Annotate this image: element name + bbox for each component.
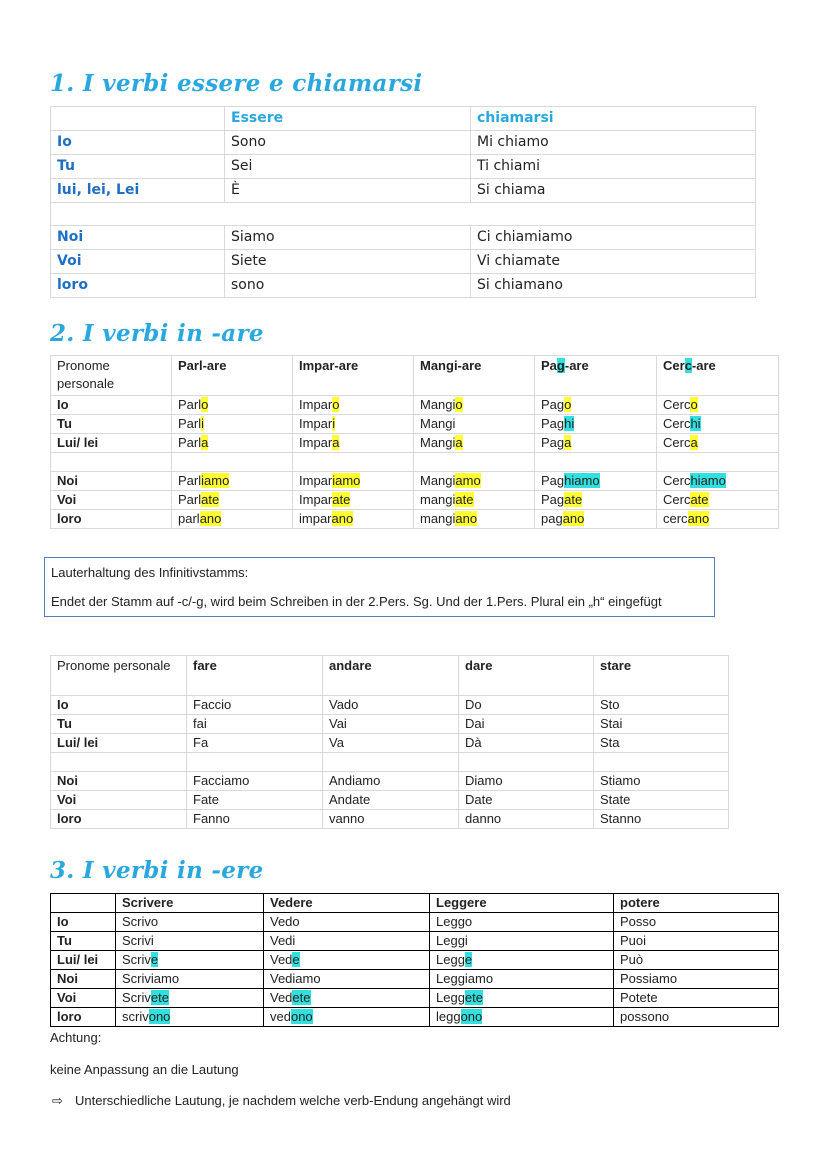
verb-stem: scriv [122, 1009, 149, 1024]
table-cell: Ti chiami [471, 155, 756, 179]
pronoun-cell [51, 753, 187, 772]
table-row [51, 1008, 779, 1027]
section-title-2: 2. I verbi in -are [50, 320, 264, 347]
table-cell [172, 453, 293, 472]
verb-cell [116, 951, 264, 970]
verb-stem: Impar [299, 473, 333, 488]
verb-stem: Legg [436, 952, 465, 967]
verb-cell [657, 510, 779, 529]
table-cell: Sei [225, 155, 471, 179]
pronoun-cell: loro [51, 510, 172, 529]
table-header-row [51, 356, 779, 396]
header-highlight: c [684, 358, 692, 373]
table-row [51, 772, 729, 791]
verb-stem: Parl [178, 492, 202, 507]
verb-ending-highlight: hi [690, 416, 701, 431]
verb-stem: Impar [299, 397, 333, 412]
table-cell [323, 753, 459, 772]
verb-ending-highlight: i [332, 416, 336, 431]
table-cell: vanno [323, 810, 459, 829]
header-cell: potere [614, 894, 779, 913]
table-cell: Va [323, 734, 459, 753]
verb-cell [535, 396, 657, 415]
table-row [51, 696, 729, 715]
table-row [51, 396, 779, 415]
table-cell: Andiamo [323, 772, 459, 791]
table-cell [187, 753, 323, 772]
table-cell: fai [187, 715, 323, 734]
header-cell: andare [323, 656, 459, 696]
verb-cell [116, 989, 264, 1008]
verb-cell [293, 491, 414, 510]
verb-ending-highlight: iamo [201, 473, 230, 488]
header-cell: Parl-are [172, 356, 293, 396]
table-cell: Fate [187, 791, 323, 810]
pronoun-cell: Voi [51, 989, 116, 1008]
spacer-cell [51, 203, 756, 226]
header-cell: Essere [225, 107, 471, 131]
verb-cell [414, 434, 535, 453]
verb-stem: mangi [420, 511, 456, 526]
pronoun-cell: loro [51, 1008, 116, 1027]
table-cell: Sta [594, 734, 729, 753]
pronoun-cell: Io [51, 396, 172, 415]
verb-ending-highlight: hiamo [690, 473, 726, 488]
verb-ending-highlight: ano [199, 511, 222, 526]
verb-stem: Pag [541, 416, 565, 431]
header-cell [657, 356, 779, 396]
table-cell: Vedi [264, 932, 430, 951]
table-row [51, 415, 779, 434]
verb-ending-highlight: hiamo [564, 473, 600, 488]
verb-ending-highlight: ate [564, 492, 583, 507]
table-cell [657, 453, 779, 472]
header-cell: Pronome personale [51, 656, 187, 696]
verb-stem: Legg [436, 990, 465, 1005]
verb-stem: ved [270, 1009, 291, 1024]
verb-ending-highlight: ono [460, 1009, 483, 1024]
verb-stem: Cerc [663, 473, 691, 488]
table-cell [535, 453, 657, 472]
table-row [51, 226, 756, 250]
pronoun-cell: Lui/ lei [51, 734, 187, 753]
verb-cell [293, 396, 414, 415]
verb-ending-highlight: o [201, 397, 209, 412]
header-stem: Cer [663, 358, 685, 373]
table-row [51, 131, 756, 155]
verb-ending-highlight: ano [687, 511, 710, 526]
verb-ending-highlight: a [564, 435, 572, 450]
verb-stem: Ved [270, 952, 293, 967]
verb-ending-highlight: hi [564, 416, 575, 431]
verb-cell [264, 989, 430, 1008]
pronoun-cell: Voi [51, 491, 172, 510]
header-cell [51, 107, 225, 131]
header-cell [51, 894, 116, 913]
table-cell: È [225, 179, 471, 203]
header-highlight: g [556, 358, 565, 373]
verb-cell [293, 434, 414, 453]
verb-cell [535, 472, 657, 491]
table-cell: Possiamo [614, 970, 779, 989]
pronoun-cell: Voi [51, 791, 187, 810]
table-cell: Vedo [264, 913, 430, 932]
pronoun-cell: Noi [51, 970, 116, 989]
table-cell: Può [614, 951, 779, 970]
table-cell: Scrivi [116, 932, 264, 951]
footer-line-1: keine Anpassung an die Lautung [50, 1062, 239, 1077]
verb-stem: Pag [541, 473, 565, 488]
verb-stem: Ved [270, 990, 293, 1005]
table-cell: danno [459, 810, 594, 829]
pronoun-cell: Noi [51, 226, 225, 250]
table-cell: Posso [614, 913, 779, 932]
verb-stem: Impar [299, 492, 333, 507]
verb-stem: Mangi [420, 473, 456, 488]
verb-ending-highlight: ete [464, 990, 483, 1005]
verb-cell [172, 510, 293, 529]
verb-stem: Cerc [663, 492, 691, 507]
header-suffix: -are [564, 358, 589, 373]
verb-stem: Cerc [663, 416, 691, 431]
table-spacer-row [51, 753, 729, 772]
pronoun-cell: loro [51, 274, 225, 298]
table-row [51, 970, 779, 989]
table-row [51, 491, 779, 510]
verb-cell [172, 434, 293, 453]
verb-cell [430, 951, 614, 970]
table-header-row [51, 107, 756, 131]
verb-cell [430, 1008, 614, 1027]
header-cell: Pronome personale [51, 356, 172, 396]
table-cell: Fa [187, 734, 323, 753]
table-cell: Vai [323, 715, 459, 734]
pronoun-cell: loro [51, 810, 187, 829]
table-row [51, 434, 779, 453]
table-cell: Scrivo [116, 913, 264, 932]
table-cell: possono [614, 1008, 779, 1027]
table-row [51, 179, 756, 203]
verb-stem: Mangi [420, 416, 456, 431]
verb-ending-highlight: ate [332, 492, 351, 507]
verb-ending-highlight: ete [150, 990, 169, 1005]
verb-stem: Parl [178, 435, 202, 450]
table-cell: Diamo [459, 772, 594, 791]
verb-cell [172, 472, 293, 491]
verb-cell [172, 396, 293, 415]
table-cell: Siamo [225, 226, 471, 250]
verb-cell [172, 491, 293, 510]
table-verbi-irregolari [50, 655, 729, 829]
pronoun-cell: Lui/ lei [51, 951, 116, 970]
table-header-row [51, 894, 779, 913]
table-cell: Mi chiamo [471, 131, 756, 155]
verb-stem: Parl [178, 416, 202, 431]
pronoun-cell: Voi [51, 250, 225, 274]
verb-ending-highlight: ono [148, 1009, 171, 1024]
table-cell: Puoi [614, 932, 779, 951]
pronoun-cell: Noi [51, 772, 187, 791]
pronoun-cell: Tu [51, 932, 116, 951]
note-box [44, 557, 715, 617]
header-cell: stare [594, 656, 729, 696]
table-cell: Dai [459, 715, 594, 734]
verb-cell [414, 396, 535, 415]
verb-stem: parl [178, 511, 200, 526]
table-essere-chiamarsi [50, 106, 756, 298]
pronoun-cell: Lui/ lei [51, 434, 172, 453]
table-cell [594, 753, 729, 772]
header-stem: Pa [541, 358, 557, 373]
table-cell: Si chiama [471, 179, 756, 203]
pronoun-cell [51, 453, 172, 472]
table-cell: Fanno [187, 810, 323, 829]
pronoun-cell: Noi [51, 472, 172, 491]
verb-cell [535, 491, 657, 510]
section-title-3: 3. I verbi in -ere [50, 857, 264, 884]
table-cell: Andate [323, 791, 459, 810]
verb-cell [657, 472, 779, 491]
table-row [51, 791, 729, 810]
verb-cell [172, 415, 293, 434]
verb-ending-highlight: ate [455, 492, 474, 507]
verb-ending-highlight: e [464, 952, 473, 967]
table-row [51, 155, 756, 179]
verb-ending-highlight: ano [455, 511, 478, 526]
table-row [51, 274, 756, 298]
verb-cell [293, 510, 414, 529]
verb-stem: Scriv [122, 990, 151, 1005]
table-row [51, 250, 756, 274]
verb-stem: Pag [541, 397, 565, 412]
table-cell: State [594, 791, 729, 810]
table-cell: Sono [225, 131, 471, 155]
note-text: Endet der Stamm auf -c/-g, wird beim Schreiben in der 2.Pers. Sg. Und der 1.Pers. Plural ein „h“ eingefügt [51, 594, 662, 609]
verb-ending-highlight: ate [690, 492, 709, 507]
verb-ending-highlight: a [201, 435, 209, 450]
pronoun-cell: Tu [51, 155, 225, 179]
section-title-1: 1. I verbi essere e chiamarsi [50, 70, 423, 97]
header-cell: dare [459, 656, 594, 696]
verb-cell [293, 472, 414, 491]
table-header-row [51, 656, 729, 696]
table-cell: Siete [225, 250, 471, 274]
header-cell: fare [187, 656, 323, 696]
verb-ending-highlight: ano [562, 511, 585, 526]
header-cell [535, 356, 657, 396]
table-verbi-ere [50, 893, 779, 1027]
arrow-icon: ⇨ [52, 1093, 63, 1108]
table-verbi-are [50, 355, 779, 529]
table-cell: Si chiamano [471, 274, 756, 298]
verb-stem: legg [436, 1009, 461, 1024]
table-spacer-row [51, 203, 756, 226]
table-cell: Stiamo [594, 772, 729, 791]
table-spacer-row [51, 453, 779, 472]
header-cell: Scrivere [116, 894, 264, 913]
verb-stem: Cerc [663, 397, 691, 412]
verb-ending-highlight: ate [201, 492, 220, 507]
verb-stem: Mangi [420, 435, 456, 450]
table-cell [414, 453, 535, 472]
verb-stem: Pag [541, 435, 565, 450]
table-row [51, 715, 729, 734]
table-cell: Facciamo [187, 772, 323, 791]
verb-cell [414, 510, 535, 529]
verb-ending-highlight: iamo [332, 473, 361, 488]
verb-ending-highlight: e [292, 952, 300, 967]
verb-ending-highlight: ete [292, 990, 311, 1005]
verb-cell [264, 1008, 430, 1027]
verb-stem: cerc [663, 511, 688, 526]
verb-stem: Scriv [122, 952, 151, 967]
verb-stem: impar [299, 511, 332, 526]
table-cell: Potete [614, 989, 779, 1008]
table-row [51, 932, 779, 951]
verb-ending-highlight: o [690, 397, 698, 412]
verb-cell [414, 415, 535, 434]
verb-ending-highlight: e [150, 952, 159, 967]
table-row [51, 989, 779, 1008]
verb-stem: Cerc [663, 435, 691, 450]
verb-stem: pag [541, 511, 563, 526]
verb-ending-highlight: a [332, 435, 340, 450]
pronoun-cell: Tu [51, 415, 172, 434]
verb-stem: mangi [420, 492, 456, 507]
verb-cell [657, 396, 779, 415]
verb-cell [264, 951, 430, 970]
header-cell: Vedere [264, 894, 430, 913]
verb-stem: Impar [299, 435, 333, 450]
table-row [51, 734, 729, 753]
header-cell: Mangi-are [414, 356, 535, 396]
verb-stem: Pag [541, 492, 565, 507]
pronoun-cell: Io [51, 913, 116, 932]
table-cell: Faccio [187, 696, 323, 715]
verb-stem: Parl [178, 397, 202, 412]
verb-cell [535, 415, 657, 434]
table-row [51, 472, 779, 491]
table-cell: Date [459, 791, 594, 810]
pronoun-cell: lui, lei, Lei [51, 179, 225, 203]
table-cell: Vi chiamate [471, 250, 756, 274]
table-cell: Scriviamo [116, 970, 264, 989]
table-row [51, 510, 779, 529]
achtung-label: Achtung: [50, 1030, 102, 1045]
table-cell: sono [225, 274, 471, 298]
verb-ending-highlight: o [564, 397, 572, 412]
table-cell: Sto [594, 696, 729, 715]
table-cell: Vediamo [264, 970, 430, 989]
pronoun-cell: Io [51, 696, 187, 715]
footer-line-2: Unterschiedliche Lautung, je nachdem welche verb-Endung angehängt wird [75, 1093, 511, 1108]
verb-stem: Mangi [420, 397, 456, 412]
verb-cell [414, 472, 535, 491]
verb-ending-highlight: ano [331, 511, 354, 526]
verb-cell [293, 415, 414, 434]
table-cell: Vado [323, 696, 459, 715]
verb-cell [414, 491, 535, 510]
verb-ending-highlight: o [455, 397, 463, 412]
table-cell: Stai [594, 715, 729, 734]
table-cell: Do [459, 696, 594, 715]
verb-stem: Parl [178, 473, 202, 488]
header-cell: Leggere [430, 894, 614, 913]
header-cell: Impar-are [293, 356, 414, 396]
header-suffix: -are [691, 358, 716, 373]
table-row [51, 913, 779, 932]
table-cell: Leggi [430, 932, 614, 951]
table-cell [459, 753, 594, 772]
table-cell: Dà [459, 734, 594, 753]
verb-stem: Impar [299, 416, 333, 431]
verb-ending-highlight: amo [455, 473, 481, 488]
verb-cell [657, 415, 779, 434]
verb-ending-highlight: o [332, 397, 340, 412]
table-cell [293, 453, 414, 472]
pronoun-cell: Io [51, 131, 225, 155]
table-cell: Ci chiamiamo [471, 226, 756, 250]
table-row [51, 810, 729, 829]
verb-cell [657, 434, 779, 453]
verb-cell [430, 989, 614, 1008]
table-cell: Stanno [594, 810, 729, 829]
note-title: Lauterhaltung des Infinitivstamms: [51, 565, 249, 580]
verb-cell [535, 510, 657, 529]
table-row [51, 951, 779, 970]
verb-cell [535, 434, 657, 453]
verb-ending-highlight: a [455, 435, 463, 450]
verb-cell [657, 491, 779, 510]
pronoun-cell: Tu [51, 715, 187, 734]
verb-ending-highlight: ono [290, 1009, 313, 1024]
verb-ending-highlight: i [201, 416, 205, 431]
verb-cell [116, 1008, 264, 1027]
header-cell: chiamarsi [471, 107, 756, 131]
table-cell: Leggiamo [430, 970, 614, 989]
table-cell: Leggo [430, 913, 614, 932]
verb-ending-highlight: a [690, 435, 698, 450]
